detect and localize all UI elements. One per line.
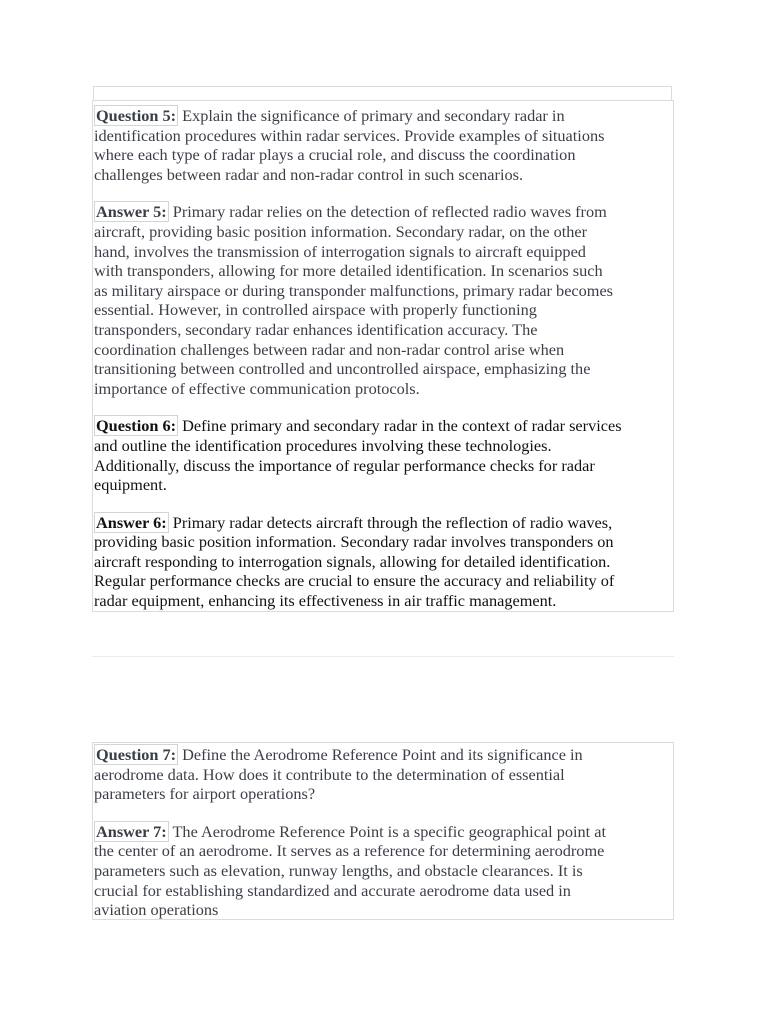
answer-7 xyxy=(93,822,673,920)
answer-6-label: Answer 6: xyxy=(96,512,167,532)
question-7-text: Define the Aerodrome Reference Point and its significance in aerodrome data. How does it contribute to the determination of essential parameters for airport operations? xyxy=(94,745,583,804)
answer-5-text: Primary radar relies on the detection of reflected radio waves from aircraft, providing basic position information. Secondary radar, on the other hand, involves the transmission of interrogation signals to aircraft equipped with transponders, allowing for more detailed identification. In scenarios such as military airspace or during transponder malfunctions, primary radar becomes essential. However, in controlled airspace with properly functioning transponders, secondary radar enhances identification accuracy. The coordination challenges between radar and non-radar control arise when transitioning between controlled and uncontrolled airspace, emphasizing the importance of effective communication protocols. xyxy=(94,202,614,398)
question-5 xyxy=(93,106,673,184)
question-5-text: Explain the significance of primary and secondary radar in identification procedures within radar services. Provide examples of situations where each type of radar plays a crucial role, and discuss the coordination challenges between radar and non-radar control in such scenarios. xyxy=(94,106,605,184)
question-5-label: Question 5: xyxy=(96,106,177,125)
answer-5-label: Answer 5: xyxy=(96,202,167,222)
answer-6 xyxy=(93,513,673,611)
qa-block-2 xyxy=(92,742,674,920)
question-6 xyxy=(93,416,673,494)
answer-7-label: Answer 7: xyxy=(96,821,167,841)
answer-6-text: Primary radar detects aircraft through the reflection of radio waves, providing basic position information. Secondary radar involves transponders on aircraft responding to interrogation signals, allowing for detailed identification. Regular performance checks are crucial to ensure the accuracy and reliability of radar equipment, enhancing its effectiveness in air traffic management. xyxy=(94,512,615,611)
question-7-label: Question 7: xyxy=(96,745,177,764)
page-separator xyxy=(92,656,674,657)
answer-5 xyxy=(93,202,673,398)
question-7 xyxy=(93,745,673,804)
answer-7-text: The Aerodrome Reference Point is a specific geographical point at the center of an aerodrome. It serves as a reference for determining aerodrome parameters such as elevation, runway lengths, and obstacle clearances. It is crucial for establishing standardized and accurate aerodrome data used in aviation operations xyxy=(94,821,607,920)
question-6-label: Question 6: xyxy=(96,416,177,436)
qa-block-1 xyxy=(92,100,674,612)
question-6-text: Define primary and secondary radar in the context of radar services and outline the identification procedures involving these technologies. Additionally, discuss the importance of regular performance checks for radar equipment. xyxy=(94,416,622,495)
